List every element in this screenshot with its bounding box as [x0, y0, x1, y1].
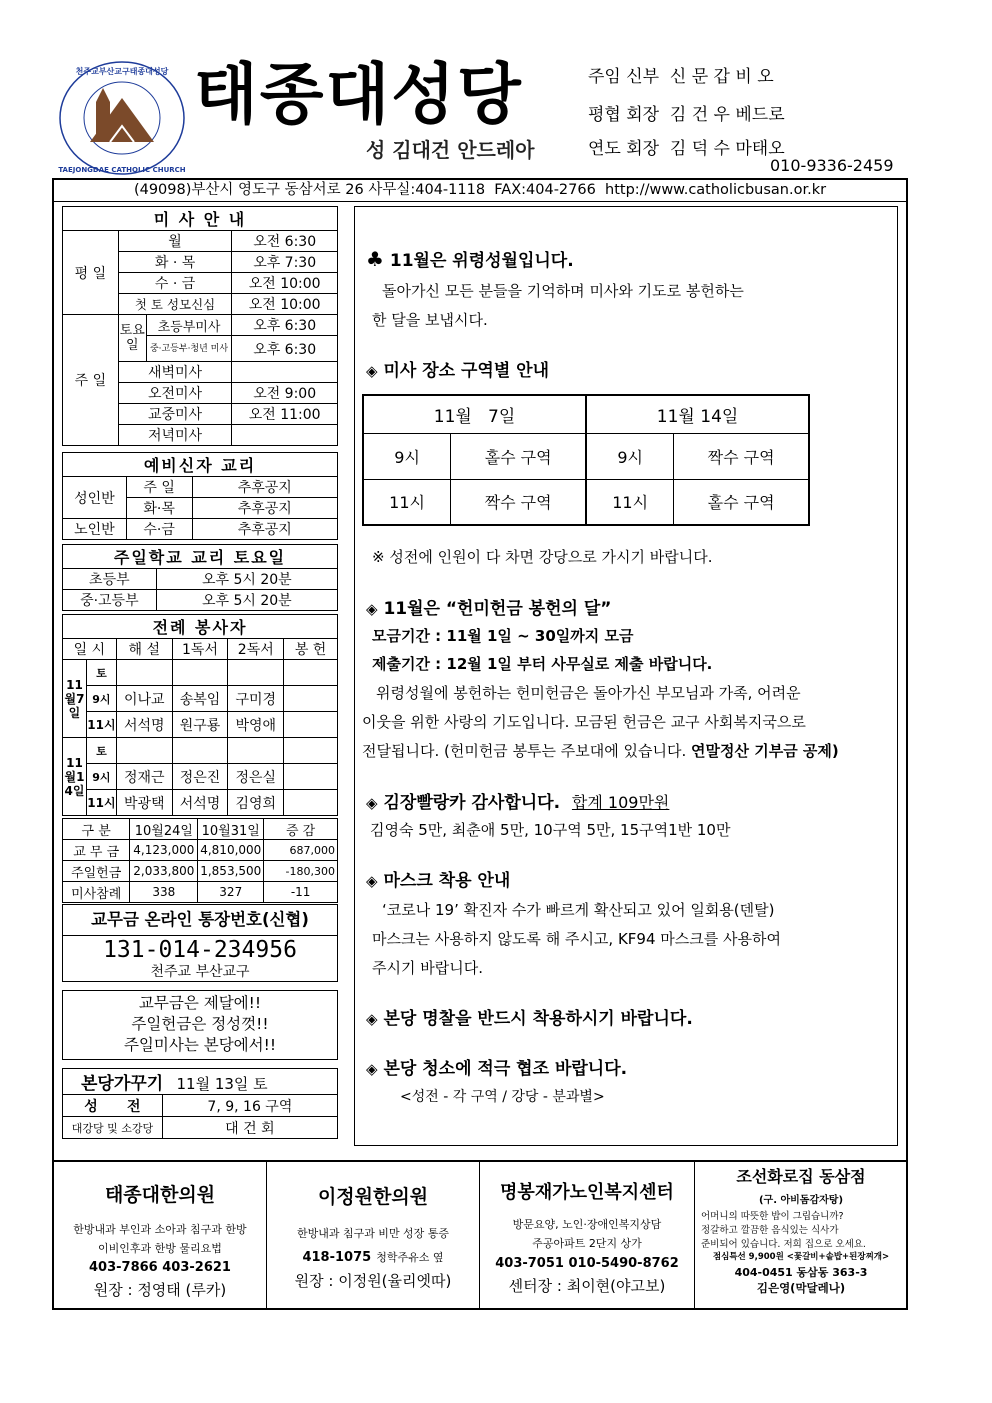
- svg-text:천주교부산교구태종대성당: 천주교부산교구태종대성당: [75, 67, 169, 76]
- finance-table: 구 분 10월24일 10월31일 증 감 교 무 금 4,123,000 4,810,000 687,000 주일헌금 2,033,800 1,853,500 -180,300 미사참례 338 327 -11: [62, 818, 338, 903]
- staff-row: 주임 신부 신 문 갑 비 오: [588, 67, 774, 87]
- ad-taejong-clinic: 태종대한의원 한방내과 부인과 소아과 침구과 한방 이비인후과 한방 물리요법 403-7866 403-2621 원장 : 정영태 (루카): [54, 1162, 267, 1308]
- staff-row: 연도 회장 김 덕 수 마태오: [588, 139, 785, 159]
- news-item-7: ◈ 본당 청소에 적극 협조 바랍니다.: [366, 1059, 628, 1079]
- news-item-3: ◈ 11월은 “헌미헌금 봉헌의 달”: [366, 599, 612, 619]
- weekday-label: 평 일: [63, 231, 119, 315]
- saturday-label: 토요일: [118, 315, 146, 362]
- staff-phone: 010-9336-2459: [770, 156, 894, 175]
- liturgy-table: 전례 봉사자 일 시 해 설 1독서 2독서 봉 헌 11월7일 토 9시 이나교 송복임 구미경 11시 서석명 원구룡 박영애 11월14일 토 9시 정재근 정은진 정은실 11시 박광택 서석명 김영희: [62, 614, 338, 816]
- address-line: (49098)부산시 영도구 동삼서로 26 사무실:404-1118 FAX:404-2766 http://www.catholicbusan.or.kr: [52, 178, 908, 202]
- diamond-icon: ◈: [366, 1060, 378, 1078]
- sunday-label: 주 일: [63, 315, 119, 446]
- ad-leejungwon-clinic: 이정원한의원 한방내과 침구과 비만 성장 통증 418-1075 청학주유소 옆 원장 : 이정원(율리엣따): [267, 1162, 480, 1308]
- account-number: 131-014-234956: [103, 937, 297, 963]
- news-item-5: ◈ 마스크 착용 안내: [366, 871, 511, 891]
- staff-list: [588, 58, 785, 160]
- catechumen-table: 예비신자 교리 성인반 주 일 추후공지 화·목 추후공지 노인반 수·금 추후공지: [62, 452, 338, 540]
- mass-table: 미 사 안 내 평 일 월 오전 6:30 화 · 목 오후 7:30 수 · 금 오전 10:00 첫 토 성모신심 오전 10:00 주 일 토요일 초등부미사 오후 6:30 중·고등부·청년 미사 오후 6:30 새벽미사 오전미사 오전 9:00 교중미사 오전 11:00 저녁미사: [62, 206, 338, 446]
- diamond-icon: ◈: [366, 1010, 378, 1028]
- mass-title: 미 사 안 내: [63, 207, 338, 231]
- diamond-icon: ◈: [366, 794, 378, 812]
- sunday-school-table: 주일학교 교리 토요일 초등부 오후 5시 20분 중·고등부 오후 5시 20분: [62, 544, 338, 611]
- ad-welfare-center: 명봉재가노인복지센터 방문요양, 노인·장애인복지상담 주공아파트 2단지 상가 403-7051 010-5490-8762 센터장 : 최이현(야고보): [480, 1162, 695, 1308]
- diamond-icon: ◈: [366, 872, 378, 890]
- diamond-icon: ◈: [366, 600, 378, 618]
- svg-text:TAEJONGDAE CATHOLIC CHURCH: TAEJONGDAE CATHOLIC CHURCH: [58, 166, 186, 174]
- staff-row: 평협 회장 김 건 우 베드로: [588, 105, 785, 125]
- ad-restaurant: 조선화로집 동삼점 (구. 아비돔감자탕) 어머니의 따뜻한 밥이 그립습니까? 정갈하고 깔끔한 음식있는 식사가 준비되어 있습니다. 저희 집으로 오세요. 점심특선 9,900원 <꽃갈비+솥밥+된장찌개> 404-0451 동삼동 363-3 김은영(막달레나): [701, 1167, 890, 1295]
- news-item-6: ◈ 본당 명찰을 반드시 착용하시기 바랍니다.: [366, 1009, 693, 1029]
- church-seal: [54, 58, 190, 178]
- news-item-4: ◈ 김장빨랑카 감사합니다. 합계 109만원: [366, 793, 670, 813]
- church-title: 태종대성당: [194, 56, 523, 133]
- patron-saint: 성 김대건 안드레아: [366, 138, 535, 162]
- zone-table: 11월 7일 11월 14일 9시 홀수 구역 9시 짝수 구역 11시 짝수 구역 11시 홀수 구역: [362, 394, 810, 526]
- news-item-2: ◈ 미사 장소 구역별 안내: [366, 361, 550, 381]
- decor-table: 본당가꾸기 11월 13일 토 성 전 7, 9, 16 구역 대강당 및 소강당 대 건 회: [62, 1068, 338, 1139]
- diamond-icon: ◈: [366, 362, 378, 380]
- slogan-box: 교무금은 제달에!! 주일헌금은 정성껏!! 주일미사는 본당에서!!: [62, 990, 338, 1060]
- news-item-1: ♣ 11월은 위령성월입니다.: [366, 247, 574, 271]
- club-icon: ♣: [366, 247, 384, 271]
- account-box: 교무금 온라인 통장번호(신협) 131-014-234956 천주교 부산교구: [62, 904, 338, 982]
